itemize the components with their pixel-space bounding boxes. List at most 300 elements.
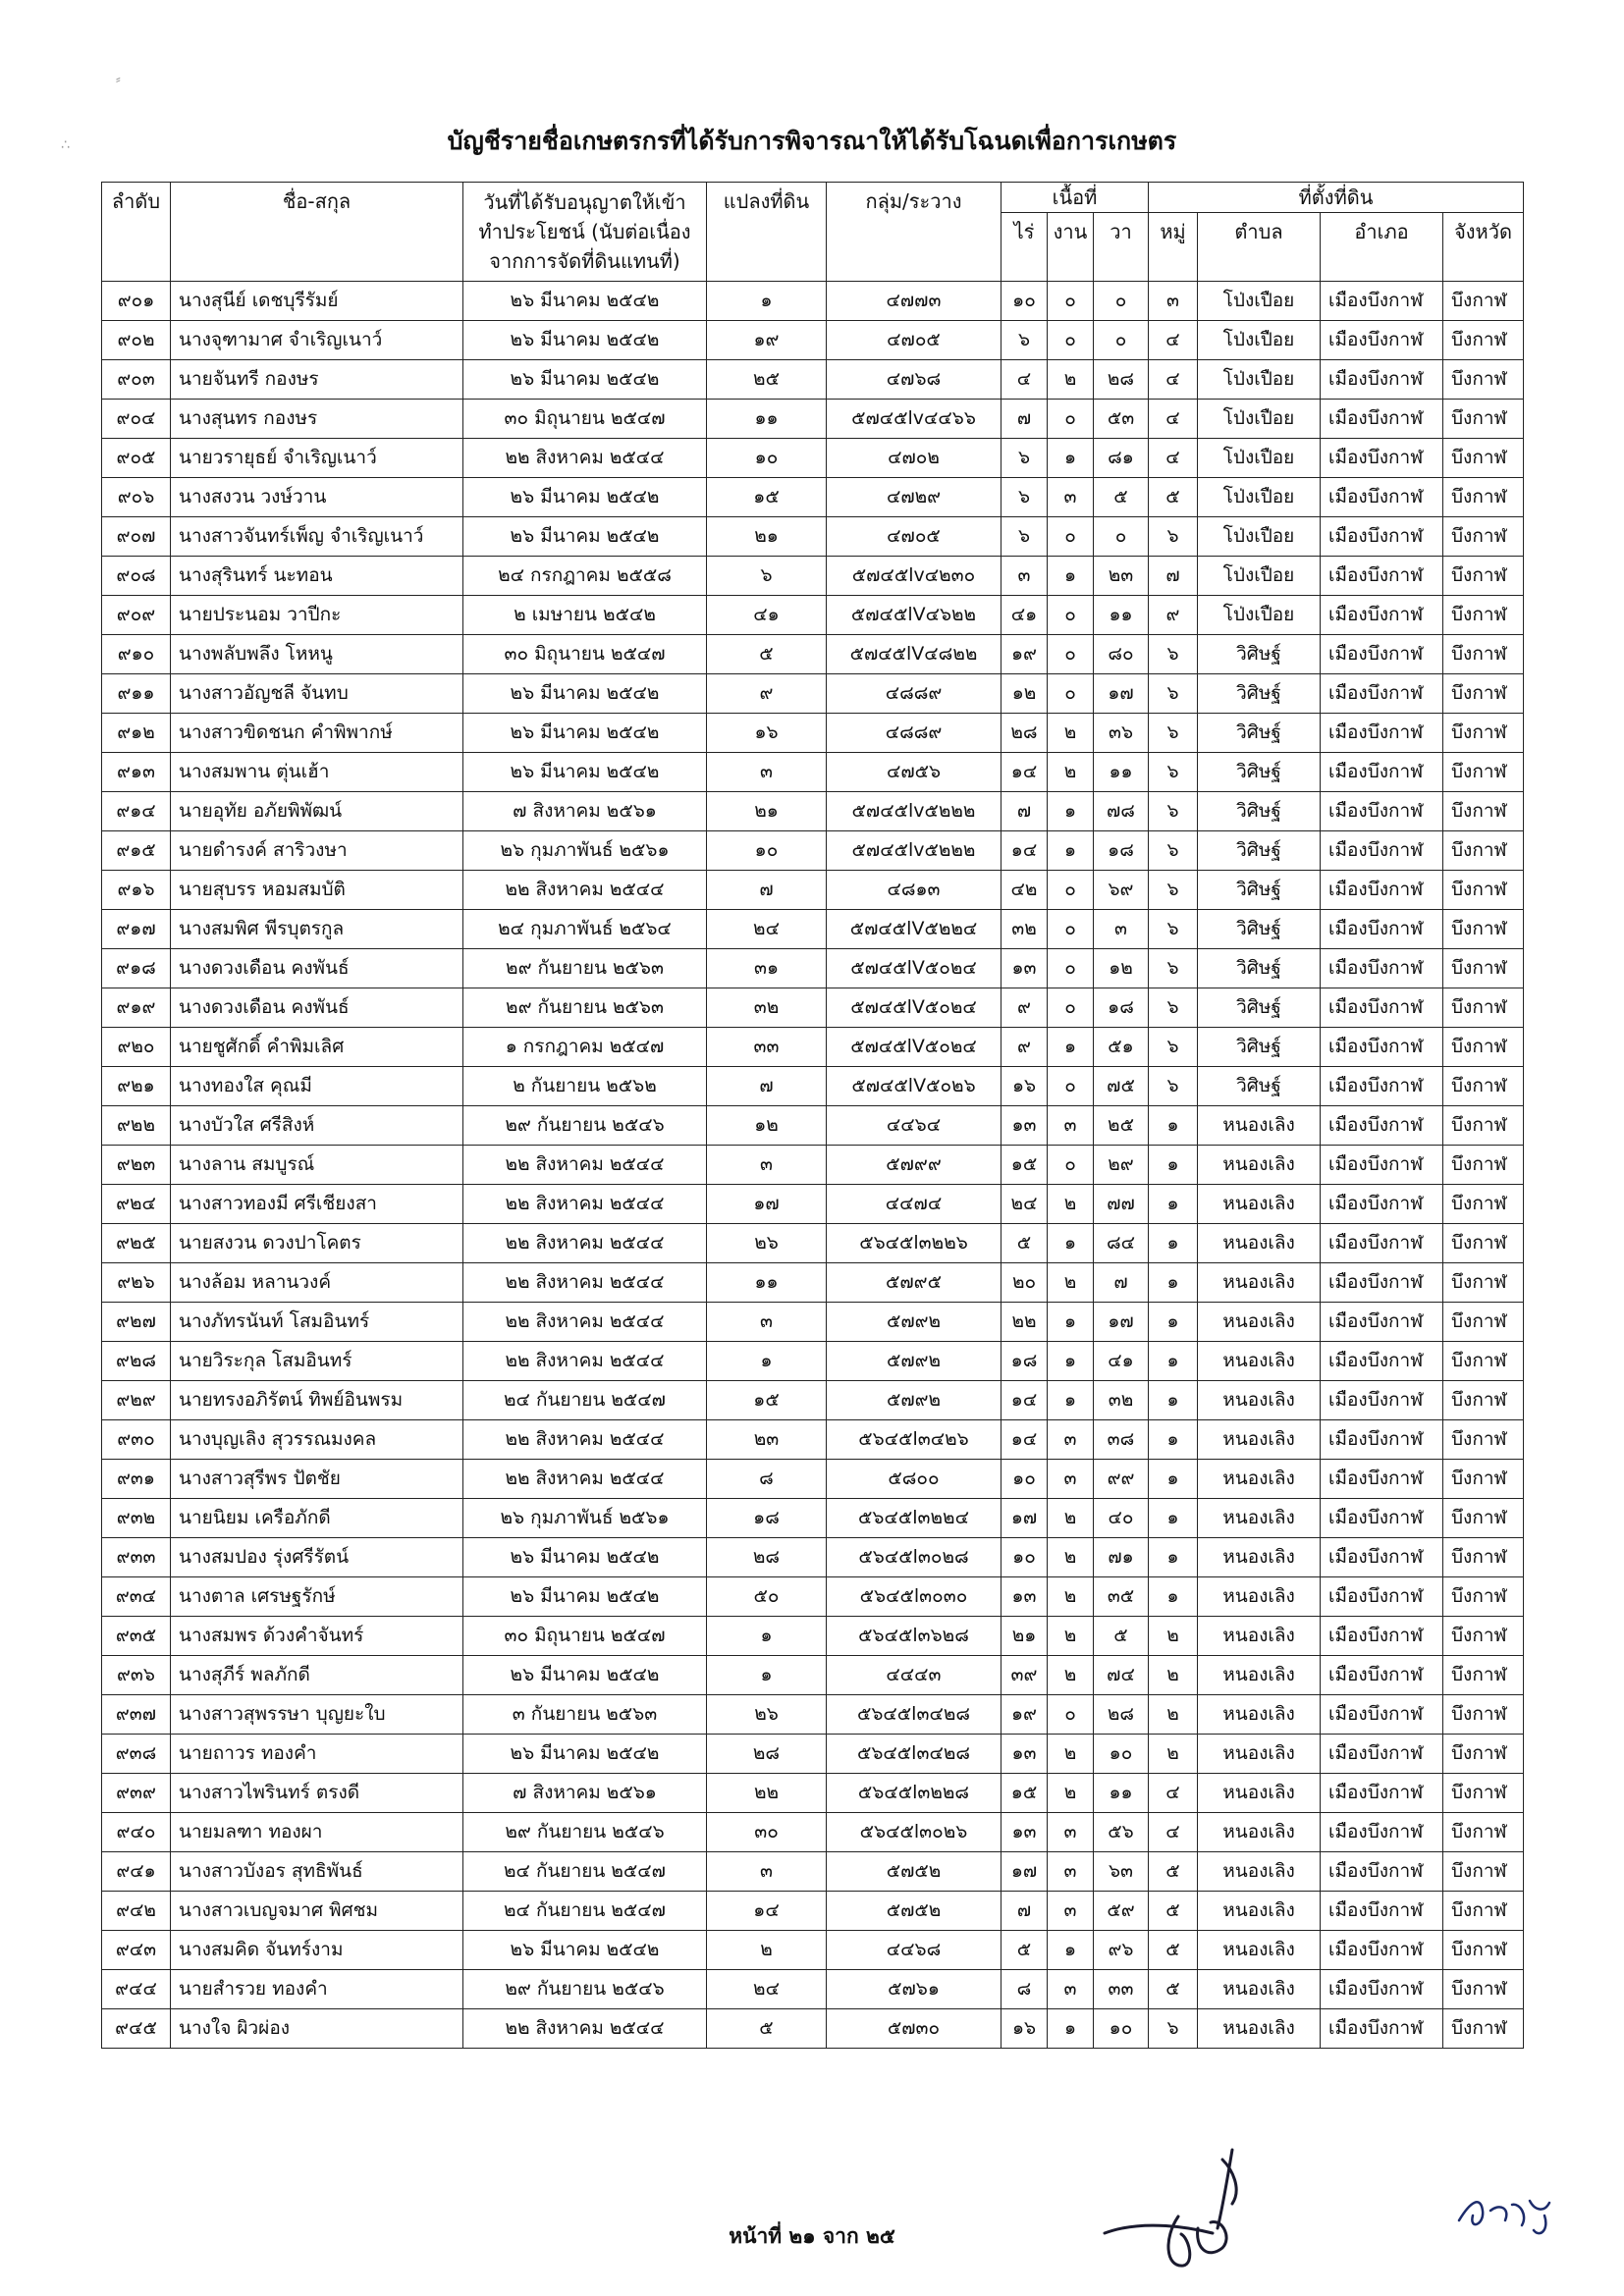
cell-date: ๒๖ มีนาคม ๒๕๔๒ (463, 517, 707, 557)
cell-group: ๕๘๐๐ (827, 1460, 1001, 1499)
cell-rai: ๖ (1001, 439, 1048, 478)
cell-no: ๙๐๔ (102, 400, 171, 439)
cell-no: ๙๒๐ (102, 1028, 171, 1067)
cell-wa: ๑๗ (1094, 1303, 1149, 1342)
cell-tambon: โป่งเปือย (1198, 478, 1321, 517)
cell-no: ๙๓๘ (102, 1735, 171, 1774)
cell-tambon: โป่งเปือย (1198, 282, 1321, 321)
cell-province: บึงกาฬ (1443, 517, 1524, 557)
cell-date: ๒๒ สิงหาคม ๒๕๔๔ (463, 439, 707, 478)
cell-group: ๕๗๔๕lV๕๐๒๔ (827, 988, 1001, 1028)
table-row (102, 1224, 1524, 1263)
cell-ngan: ๐ (1048, 282, 1094, 321)
cell-no: ๙๓๗ (102, 1695, 171, 1735)
cell-tambon: หนองเลิง (1198, 1303, 1321, 1342)
cell-wa: ๕๙ (1094, 1892, 1149, 1931)
table-row (102, 1813, 1524, 1852)
cell-tambon: วิศิษฐ์ (1198, 910, 1321, 949)
cell-moo: ๔ (1149, 1774, 1198, 1813)
cell-rai: ๙ (1001, 988, 1048, 1028)
table-row (102, 714, 1524, 753)
cell-moo: ๕ (1149, 1931, 1198, 1970)
cell-province: บึงกาฬ (1443, 1931, 1524, 1970)
cell-province: บึงกาฬ (1443, 1695, 1524, 1735)
cell-moo: ๔ (1149, 360, 1198, 400)
cell-date: ๒๙ กันยายน ๒๕๔๖ (463, 1970, 707, 2009)
cell-amphoe: เมืองบึงกาฬ (1321, 517, 1443, 557)
cell-wa: ๑๒ (1094, 949, 1149, 988)
cell-ngan: ๑ (1048, 1381, 1094, 1420)
farmer-register-table (101, 182, 1524, 2049)
cell-rai: ๑๓ (1001, 1813, 1048, 1852)
cell-wa: ๑๐ (1094, 2009, 1149, 2049)
cell-rai: ๒๒ (1001, 1303, 1048, 1342)
cell-moo: ๑ (1149, 1185, 1198, 1224)
cell-ngan: ๒ (1048, 753, 1094, 792)
table-row (102, 1695, 1524, 1735)
cell-date: ๒๔ กันยายน ๒๕๔๗ (463, 1852, 707, 1892)
header-amphoe: อำเภอ (1321, 213, 1443, 282)
cell-date: ๒๖ มีนาคม ๒๕๔๒ (463, 674, 707, 714)
header-date (463, 183, 707, 282)
cell-no: ๙๒๒ (102, 1106, 171, 1146)
cell-ngan: ๓ (1048, 1106, 1094, 1146)
cell-plot: ๔๑ (707, 596, 827, 635)
cell-no: ๙๓๐ (102, 1420, 171, 1460)
cell-plot: ๒๒ (707, 1774, 827, 1813)
cell-no: ๙๔๑ (102, 1852, 171, 1892)
cell-ngan: ๓ (1048, 1420, 1094, 1460)
cell-wa: ๑๘ (1094, 831, 1149, 871)
cell-group: ๕๖๔๕l๓๔๒๘ (827, 1695, 1001, 1735)
cell-amphoe: เมืองบึงกาฬ (1321, 1695, 1443, 1735)
table-row (102, 1303, 1524, 1342)
cell-ngan: ๐ (1048, 635, 1094, 674)
cell-moo: ๖ (1149, 517, 1198, 557)
cell-plot: ๒๑ (707, 517, 827, 557)
cell-ngan: ๐ (1048, 1146, 1094, 1185)
signature-left (1085, 2140, 1272, 2287)
table-row (102, 1381, 1524, 1420)
cell-wa: ๓๖ (1094, 714, 1149, 753)
cell-tambon: โป่งเปือย (1198, 596, 1321, 635)
cell-name: นางสุรินทร์ นะทอน (171, 557, 463, 596)
cell-amphoe: เมืองบึงกาฬ (1321, 596, 1443, 635)
table-row (102, 1499, 1524, 1538)
cell-plot: ๒๘ (707, 1735, 827, 1774)
cell-date: ๒๖ มีนาคม ๒๕๔๒ (463, 753, 707, 792)
table-body (102, 282, 1524, 2049)
cell-province: บึงกาฬ (1443, 1263, 1524, 1303)
cell-province: บึงกาฬ (1443, 1146, 1524, 1185)
cell-rai: ๓๙ (1001, 1656, 1048, 1695)
cell-province: บึงกาฬ (1443, 910, 1524, 949)
table-row (102, 1774, 1524, 1813)
cell-rai: ๒๔ (1001, 1185, 1048, 1224)
cell-group: ๕๖๔๕l๓๐๒๖ (827, 1813, 1001, 1852)
cell-province: บึงกาฬ (1443, 596, 1524, 635)
cell-moo: ๖ (1149, 792, 1198, 831)
header-rai: ไร่ (1001, 213, 1048, 282)
cell-date: ๒๔ กันยายน ๒๕๔๗ (463, 1381, 707, 1420)
cell-province: บึงกาฬ (1443, 1774, 1524, 1813)
cell-moo: ๒ (1149, 1656, 1198, 1695)
cell-tambon: หนองเลิง (1198, 1735, 1321, 1774)
cell-date: ๒๒ สิงหาคม ๒๕๔๔ (463, 2009, 707, 2049)
cell-name: นางสาวสุพรรษา บุญยะใบ (171, 1695, 463, 1735)
cell-date: ๒๒ สิงหาคม ๒๕๔๔ (463, 1224, 707, 1263)
cell-tambon: หนองเลิง (1198, 1577, 1321, 1617)
cell-tambon: หนองเลิง (1198, 1224, 1321, 1263)
cell-province: บึงกาฬ (1443, 1852, 1524, 1892)
cell-moo: ๕ (1149, 1970, 1198, 2009)
cell-province: บึงกาฬ (1443, 871, 1524, 910)
cell-rai: ๑๗ (1001, 1852, 1048, 1892)
cell-province: บึงกาฬ (1443, 1656, 1524, 1695)
cell-amphoe: เมืองบึงกาฬ (1321, 831, 1443, 871)
cell-rai: ๔๒ (1001, 871, 1048, 910)
cell-no: ๙๑๒ (102, 714, 171, 753)
cell-plot: ๗ (707, 1067, 827, 1106)
cell-name: นางภัทรนันท์ โสมอินทร์ (171, 1303, 463, 1342)
cell-group: ๕๗๔๕lV๕๐๒๔ (827, 949, 1001, 988)
cell-ngan: ๑ (1048, 2009, 1094, 2049)
cell-moo: ๑ (1149, 1146, 1198, 1185)
cell-moo: ๑ (1149, 1381, 1198, 1420)
cell-no: ๙๒๕ (102, 1224, 171, 1263)
cell-date: ๒๔ กรกฎาคม ๒๕๕๘ (463, 557, 707, 596)
cell-tambon: วิศิษฐ์ (1198, 1067, 1321, 1106)
cell-tambon: หนองเลิง (1198, 1146, 1321, 1185)
cell-moo: ๑ (1149, 1420, 1198, 1460)
cell-tambon: หนองเลิง (1198, 1381, 1321, 1420)
cell-amphoe: เมืองบึงกาฬ (1321, 1028, 1443, 1067)
cell-plot: ๑๑ (707, 400, 827, 439)
cell-no: ๙๐๒ (102, 321, 171, 360)
cell-group: ๔๗๐๕ (827, 517, 1001, 557)
cell-ngan: ๑ (1048, 1342, 1094, 1381)
cell-province: บึงกาฬ (1443, 949, 1524, 988)
cell-plot: ๕ (707, 635, 827, 674)
cell-rai: ๒๐ (1001, 1263, 1048, 1303)
cell-plot: ๑๒ (707, 1106, 827, 1146)
cell-rai: ๑๓ (1001, 1577, 1048, 1617)
cell-group: ๕๗๔๕lv๕๒๒๒ (827, 792, 1001, 831)
cell-province: บึงกาฬ (1443, 439, 1524, 478)
cell-amphoe: เมืองบึงกาฬ (1321, 949, 1443, 988)
cell-group: ๕๗๔๕lV๕๐๒๔ (827, 1028, 1001, 1067)
cell-wa: ๕ (1094, 478, 1149, 517)
cell-group: ๔๗๐๕ (827, 321, 1001, 360)
cell-province: บึงกาฬ (1443, 1224, 1524, 1263)
cell-tambon: โป่งเปือย (1198, 400, 1321, 439)
cell-name: นายวรายุธย์ จำเริญเนาว์ (171, 439, 463, 478)
cell-tambon: หนองเลิง (1198, 1185, 1321, 1224)
header-plot: แปลงที่ดิน (707, 183, 827, 282)
cell-province: บึงกาฬ (1443, 321, 1524, 360)
cell-date: ๒๖ มีนาคม ๒๕๔๒ (463, 1735, 707, 1774)
cell-rai: ๑๐ (1001, 1538, 1048, 1577)
cell-tambon: หนองเลิง (1198, 1892, 1321, 1931)
cell-wa: ๐ (1094, 517, 1149, 557)
table-row (102, 2009, 1524, 2049)
cell-moo: ๑ (1149, 1224, 1198, 1263)
cell-group: ๕๗๙๒ (827, 1381, 1001, 1420)
cell-name: นางสาวอัญชลี จันทบ (171, 674, 463, 714)
cell-date: ๒๖ กุมภาพันธ์ ๒๕๖๑ (463, 831, 707, 871)
cell-date: ๒๔ กุมภาพันธ์ ๒๕๖๔ (463, 910, 707, 949)
cell-date: ๒๖ มีนาคม ๒๕๔๒ (463, 478, 707, 517)
cell-ngan: ๓ (1048, 1892, 1094, 1931)
cell-name: นางสุนทร กองษร (171, 400, 463, 439)
cell-province: บึงกาฬ (1443, 1460, 1524, 1499)
table-row (102, 1735, 1524, 1774)
cell-group: ๕๖๔๕l๓๒๒๘ (827, 1774, 1001, 1813)
cell-rai: ๑๐ (1001, 1460, 1048, 1499)
cell-date: ๒๖ มีนาคม ๒๕๔๒ (463, 714, 707, 753)
table-row (102, 1852, 1524, 1892)
cell-tambon: หนองเลิง (1198, 1460, 1321, 1499)
document-title: บัญชีรายชื่อเกษตรกรที่ได้รับการพิจารณาให้ได้รับโฉนดเพื่อการเกษตร (447, 127, 1177, 155)
cell-tambon: หนองเลิง (1198, 1656, 1321, 1695)
cell-moo: ๑ (1149, 1460, 1198, 1499)
cell-wa: ๓๘ (1094, 1420, 1149, 1460)
cell-ngan: ๒ (1048, 1656, 1094, 1695)
cell-wa: ๗๗ (1094, 1185, 1149, 1224)
cell-name: นางพลับพลึง โหหนู (171, 635, 463, 674)
cell-tambon: หนองเลิง (1198, 1342, 1321, 1381)
cell-plot: ๓ (707, 1303, 827, 1342)
cell-ngan: ๐ (1048, 949, 1094, 988)
cell-no: ๙๐๙ (102, 596, 171, 635)
cell-province: บึงกาฬ (1443, 360, 1524, 400)
cell-rai: ๘ (1001, 1970, 1048, 2009)
cell-rai: ๑๗ (1001, 1499, 1048, 1538)
cell-name: นางสาวสุรีพร ปัตชัย (171, 1460, 463, 1499)
table-row (102, 1656, 1524, 1695)
cell-amphoe: เมืองบึงกาฬ (1321, 1813, 1443, 1852)
table-row (102, 988, 1524, 1028)
cell-name: นางสมคิด จันทร์งาม (171, 1931, 463, 1970)
cell-name: นางสุภีร์ พลภักดี (171, 1656, 463, 1695)
cell-no: ๙๑๑ (102, 674, 171, 714)
cell-group: ๕๗๙๒ (827, 1303, 1001, 1342)
cell-no: ๙๓๑ (102, 1460, 171, 1499)
cell-province: บึงกาฬ (1443, 400, 1524, 439)
cell-moo: ๒ (1149, 1695, 1198, 1735)
cell-plot: ๗ (707, 871, 827, 910)
cell-amphoe: เมืองบึงกาฬ (1321, 1303, 1443, 1342)
cell-no: ๙๐๘ (102, 557, 171, 596)
header-area: เนื้อที่ (1001, 183, 1149, 213)
cell-plot: ๙ (707, 674, 827, 714)
cell-date: ๒๙ กันยายน ๒๕๔๖ (463, 1106, 707, 1146)
cell-no: ๙๓๖ (102, 1656, 171, 1695)
cell-plot: ๓ (707, 1852, 827, 1892)
cell-tambon: หนองเลิง (1198, 1931, 1321, 1970)
cell-name: นายประนอม วาปีกะ (171, 596, 463, 635)
cell-group: ๔๔๔๓ (827, 1656, 1001, 1695)
cell-name: นางสุนีย์ เดชบุรีรัมย์ (171, 282, 463, 321)
cell-moo: ๑ (1149, 1342, 1198, 1381)
cell-rai: ๙ (1001, 1028, 1048, 1067)
cell-name: นางทองใส คุณมี (171, 1067, 463, 1106)
cell-date: ๒๖ มีนาคม ๒๕๔๒ (463, 321, 707, 360)
cell-ngan: ๒ (1048, 1263, 1094, 1303)
cell-wa: ๓๕ (1094, 1577, 1149, 1617)
cell-province: บึงกาฬ (1443, 1577, 1524, 1617)
cell-rai: ๔๑ (1001, 596, 1048, 635)
table-row (102, 1067, 1524, 1106)
table-row (102, 557, 1524, 596)
cell-date: ๒ เมษายน ๒๕๔๒ (463, 596, 707, 635)
cell-ngan: ๐ (1048, 596, 1094, 635)
cell-group: ๕๗๖๑ (827, 1970, 1001, 2009)
cell-moo: ๔ (1149, 439, 1198, 478)
cell-ngan: ๐ (1048, 674, 1094, 714)
cell-province: บึงกาฬ (1443, 1538, 1524, 1577)
cell-moo: ๖ (1149, 871, 1198, 910)
cell-wa: ๘๐ (1094, 635, 1149, 674)
cell-amphoe: เมืองบึงกาฬ (1321, 910, 1443, 949)
cell-province: บึงกาฬ (1443, 1303, 1524, 1342)
cell-group: ๕๗๔๕lV๔๘๒๒ (827, 635, 1001, 674)
cell-no: ๙๑๐ (102, 635, 171, 674)
cell-amphoe: เมืองบึงกาฬ (1321, 792, 1443, 831)
cell-group: ๔๔๗๔ (827, 1185, 1001, 1224)
cell-wa: ๕ (1094, 1617, 1149, 1656)
cell-plot: ๒๑ (707, 792, 827, 831)
cell-rai: ๖ (1001, 321, 1048, 360)
cell-no: ๙๑๙ (102, 988, 171, 1028)
scan-mark: ∴ (61, 137, 70, 153)
cell-group: ๕๖๔๕l๓๔๒๘ (827, 1735, 1001, 1774)
cell-amphoe: เมืองบึงกาฬ (1321, 1067, 1443, 1106)
cell-group: ๔๘๘๙ (827, 674, 1001, 714)
cell-plot: ๑๖ (707, 714, 827, 753)
cell-wa: ๗๘ (1094, 792, 1149, 831)
cell-province: บึงกาฬ (1443, 674, 1524, 714)
cell-rai: ๑๐ (1001, 282, 1048, 321)
cell-date: ๗ สิงหาคม ๒๕๖๑ (463, 792, 707, 831)
cell-plot: ๓๐ (707, 1813, 827, 1852)
cell-ngan: ๑ (1048, 831, 1094, 871)
table-row (102, 1460, 1524, 1499)
cell-date: ๒๙ กันยายน ๒๕๖๓ (463, 988, 707, 1028)
cell-no: ๙๐๗ (102, 517, 171, 557)
cell-wa: ๙๙ (1094, 1460, 1149, 1499)
cell-group: ๕๗๙๙ (827, 1146, 1001, 1185)
cell-amphoe: เมืองบึงกาฬ (1321, 714, 1443, 753)
cell-date: ๓๐ มิถุนายน ๒๕๔๗ (463, 1617, 707, 1656)
cell-moo: ๖ (1149, 1067, 1198, 1106)
cell-tambon: หนองเลิง (1198, 1106, 1321, 1146)
cell-amphoe: เมืองบึงกาฬ (1321, 1224, 1443, 1263)
cell-date: ๒๖ มีนาคม ๒๕๔๒ (463, 1538, 707, 1577)
cell-group: ๕๗๓๐ (827, 2009, 1001, 2049)
cell-amphoe: เมืองบึงกาฬ (1321, 1656, 1443, 1695)
cell-no: ๙๔๔ (102, 1970, 171, 2009)
cell-no: ๙๒๗ (102, 1303, 171, 1342)
cell-plot: ๓ (707, 1146, 827, 1185)
cell-wa: ๑๘ (1094, 988, 1149, 1028)
cell-ngan: ๒ (1048, 714, 1094, 753)
cell-no: ๙๑๕ (102, 831, 171, 871)
cell-ngan: ๑ (1048, 1028, 1094, 1067)
cell-province: บึงกาฬ (1443, 1185, 1524, 1224)
cell-name: นางสมพร ด้วงคำจันทร์ (171, 1617, 463, 1656)
cell-ngan: ๑ (1048, 1303, 1094, 1342)
cell-date: ๑ กรกฎาคม ๒๕๔๗ (463, 1028, 707, 1067)
cell-name: นางตาล เศรษฐรักษ์ (171, 1577, 463, 1617)
header-date-line: ทำประโยชน์ (นับต่อเนื่อง (478, 220, 691, 243)
cell-group: ๔๗๒๙ (827, 478, 1001, 517)
cell-wa: ๖๓ (1094, 1852, 1149, 1892)
cell-amphoe: เมืองบึงกาฬ (1321, 1185, 1443, 1224)
cell-name: นางลาน สมบูรณ์ (171, 1146, 463, 1185)
cell-wa: ๐ (1094, 321, 1149, 360)
cell-wa: ๘๑ (1094, 439, 1149, 478)
cell-moo: ๒ (1149, 1735, 1198, 1774)
cell-date: ๒๒ สิงหาคม ๒๕๔๔ (463, 1342, 707, 1381)
cell-ngan: ๒ (1048, 1538, 1094, 1577)
cell-date: ๗ สิงหาคม ๒๕๖๑ (463, 1774, 707, 1813)
cell-date: ๒๖ มีนาคม ๒๕๔๒ (463, 1656, 707, 1695)
table-row (102, 517, 1524, 557)
cell-group: ๕๗๔๕lv๕๒๒๒ (827, 831, 1001, 871)
cell-ngan: ๒ (1048, 1185, 1094, 1224)
cell-rai: ๕ (1001, 1931, 1048, 1970)
table-row (102, 1263, 1524, 1303)
cell-wa: ๖๙ (1094, 871, 1149, 910)
table-row (102, 1342, 1524, 1381)
table-row (102, 1892, 1524, 1931)
cell-province: บึงกาฬ (1443, 557, 1524, 596)
cell-rai: ๗ (1001, 400, 1048, 439)
cell-amphoe: เมืองบึงกาฬ (1321, 478, 1443, 517)
table-row (102, 910, 1524, 949)
cell-amphoe: เมืองบึงกาฬ (1321, 1892, 1443, 1931)
cell-name: นายสุบรร หอมสมบัติ (171, 871, 463, 910)
cell-no: ๙๐๓ (102, 360, 171, 400)
table-row (102, 400, 1524, 439)
cell-moo: ๖ (1149, 674, 1198, 714)
cell-group: ๕๗๕๒ (827, 1892, 1001, 1931)
cell-no: ๙๔๐ (102, 1813, 171, 1852)
cell-name: นางใจ ผิวผ่อง (171, 2009, 463, 2049)
cell-rai: ๑๖ (1001, 2009, 1048, 2049)
cell-no: ๙๒๙ (102, 1381, 171, 1420)
cell-wa: ๑๑ (1094, 596, 1149, 635)
cell-no: ๙๑๖ (102, 871, 171, 910)
cell-wa: ๕๖ (1094, 1813, 1149, 1852)
cell-plot: ๑ (707, 1342, 827, 1381)
cell-ngan: ๑ (1048, 792, 1094, 831)
cell-rai: ๑๔ (1001, 753, 1048, 792)
cell-amphoe: เมืองบึงกาฬ (1321, 557, 1443, 596)
cell-ngan: ๓ (1048, 1970, 1094, 2009)
table-row (102, 596, 1524, 635)
cell-no: ๙๓๙ (102, 1774, 171, 1813)
cell-rai: ๑๓ (1001, 1106, 1048, 1146)
cell-plot: ๑๗ (707, 1185, 827, 1224)
cell-amphoe: เมืองบึงกาฬ (1321, 1931, 1443, 1970)
cell-date: ๒๖ มีนาคม ๒๕๔๒ (463, 360, 707, 400)
cell-group: ๔๗๐๒ (827, 439, 1001, 478)
cell-tambon: วิศิษฐ์ (1198, 753, 1321, 792)
cell-group: ๕๗๔๕lv๔๒๓๐ (827, 557, 1001, 596)
cell-tambon: วิศิษฐ์ (1198, 949, 1321, 988)
